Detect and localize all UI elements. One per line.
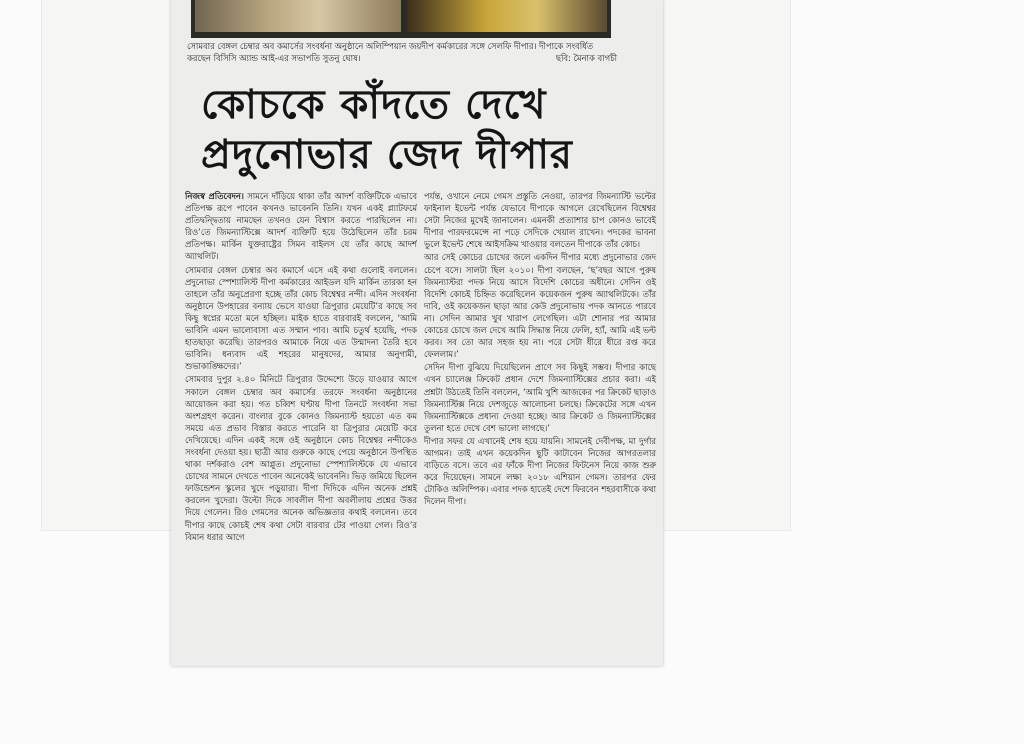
article-paragraph: পর্যন্ত, ওখানে নেমে গেমস প্রস্তুতি নেওয়া, তারপর জিমন্যাস্টি ভল্টের ফাইনাল ইভেন্ট পর্যন্ত যেভাবে দীপাকে আগলে রেখেছিলেন বিশ্বেশ্বর সেটা নিজের মুখেই জানালেন। এমনকী প্রত্যাশার চাপ কোনও ভাবেই দীপার পারফরমেন্সে না পড়ে সেদিকে খেয়াল রাখেন। পদকের ভাবনা ভুলে ইভেন্ট শেষে আইসক্রিম খাওয়ার বলতেন দীপাকে তাঁর কোচ। [424, 191, 656, 250]
photo-strip [191, 0, 611, 38]
article-paragraph: সোমবার দুপুর ২.৪০ মিনিটে ত্রিপুরার উদ্দেশ্যে উড়ে যাওয়ার আগে সকালে বেঙ্গল চেম্বার অব কমার্সের তরফে সংবর্ধনা অনুষ্ঠানের আয়োজন করা হয়। গত চব্বিশ ঘণ্টায় দীপা তিনটে সংবর্ধনা সভা অংশগ্রহণ করেন। বাংলার বুকে কোনও জিমন্যাস্ট হয়তো এত কম সময়ে এত প্রভাব বিস্তার করতে পারেনি যা ত্রিপুরার মেয়েটি করে দেখিয়েছে। এদিন একই সঙ্গে ওই অনুষ্ঠানে কোচ বিশ্বেশ্বর নন্দীকেও সংবর্ধনা দেওয়া হয়। ছাত্রী আর গুরুকে কাছে পেয়ে অনুষ্ঠানে উপস্থিত থাকা দর্শকরাও বেশ আপ্লুত। প্রদুনোভা স্পেশ্যালিস্টকে যে এভাবে চোখের সামনে দেখতে পাবেন অনেকেই ভাবেননি। ভিড় জমিয়ে ছিলেন ফাউন্ডেশন স্কুলের খুদে পড়ুয়ারা। দীপা দিদিকে এদিন অনেক প্রশ্নই করলেন খুদেরা। উল্টো দিকে সাবলীল দীপা অবলীলায় প্রশ্নের উত্তর দিয়ে গেলেন। রিও গেমসের অনেক অভিজ্ঞতার কথাই বললেন। তবে দীপার কাছে কোচই শেষ কথা সেটা বারবার টের পাওয়া গেল। রিও’র বিমান ধরার আগে [185, 374, 417, 542]
photo-left [195, 0, 401, 32]
photo-credit: ছবি: মৈনাক বাগচী [555, 53, 617, 63]
headline-line-2: প্রদুনোভার জেদ দীপার [201, 131, 573, 178]
article-paragraph: আর সেই কোচের চোখের জলে একদিন দীপার মধ্যে প্রদুনোভার জেদ চেপে বসে। সালটা ছিল ২০১০। দীপা বলছেন, ‘ছ’বছর আগে পুরুষ জিমন্যাস্টরা পদক নিয়ে আসে বিদেশি কোচের অধীনে। সেদিন ওই বিদেশি কোচই চিহ্নিত করেছিলেন কয়েকজন পুরুষ অ্যাথলিটকে। তাঁর দাবি, ওই কয়েকজন ছাড়া আর কেউ প্রদুনোভায় পদক আনতে পারবে না। সেদিন আমার খুব খারাপ লেগেছিল। এটা শোনার পর আমার কোচের চোখে জল দেখে আমি সিদ্ধান্ত নিয়ে ফেলি, হ্যাঁ, আমি এই ভল্ট করব। সব তো আর সহজ হয় না। পরে সেটা ধীরে ধীরে রপ্ত করে ফেললাম।’ [424, 252, 656, 360]
article-paragraph: সোমবার বেঙ্গল চেম্বার অব কমার্সে এসে এই কথা গুলোই বললেন। প্রদুনোভা স্পেশ্যালিস্ট দীপা কর্মকারের আইডল যদি মার্কিন তারকা হন তাহলে তাঁর অনুপ্রেরণা হচ্ছে তাঁর কোচ বিশ্বেশ্বর নন্দী। এদিন সংবর্ধনা অনুষ্ঠানে উপহারের বন্যায় ভেসে যাওয়া ত্রিপুরার মেয়েটি’র কাছে সব কিছু স্বপ্নের মতো মনে হচ্ছিল। মাইক হাতে বারবারই বললেন, ‘আমি ভাবিনি এমন ভালোবাসা এত সম্মান পাব। আমি চতুর্থ হয়েছি, পদক হাতছাড়া করেছি। তারপরও আমাকে নিয়ে এত উন্মাদনা তৈরি হবে ভাবিনি। ধন্যবাদ এই শহরের মানুষদের, আমার অনুগামী, শুভাকাঙ্ক্ষিদের।’ [185, 264, 417, 372]
article-paragraph [185, 190, 417, 263]
article-paragraph: সেদিন দীপা বুঝিয়ে দিয়েছিলেন প্রাণে সব কিছুই সম্ভব। দীপার কাছে এখন চ্যালেঞ্জ ক্রিকেট প্রধান দেশে জিমন্যাস্টিক্সের প্রচার করা। এই প্রশ্নটা উঠতেই তিনি বললেন, ‘আমি খুশি আজকের পর ক্রিকেট ছাড়াও জিমন্যাস্টিক্স নিয়ে দেশজুড়ে আলোচনা চলছে। ক্রিকেটের সঙ্গে এখন জিমন্যাস্টিক্সকে প্রধান্য দেওয়া হচ্ছে। আর ক্রিকেট ও জিমন্যাস্টিক্সের তুলনা হতে দেখে বেশ ভালো লাগছে।’ [424, 362, 656, 433]
newspaper-clipping [171, 0, 663, 666]
headline-line-1: কোচকে কাঁদতে দেখে [201, 81, 547, 128]
article-paragraph: দীপার সফর যে এখানেই শেষ হয়ে যায়নি। সামনেই দেবীপক্ষ, মা দুর্গার আগমন। তাই এখন কয়েকদিন ছুটি কাটাবেন নিজের আগরতলার বাড়িতে বসে। তবে এর ফাঁকে দীপা নিজের ফিটনেস নিয়ে কাজ শুরু করে দিয়েছেন। সামনে লক্ষ্য ২০১৮ এশিয়ান গেমস। তারপর ফের টোকিও অলিম্পিক। এবার পদক হাতেই দেশে ফিরবেন শহরবাসীকে কথা দিলেন দীপা। [424, 435, 656, 507]
photo-right [407, 0, 607, 32]
photo-caption [187, 40, 617, 64]
article-paragraph-text: সামনে দাঁড়িয়ে থাকা তাঁর আদর্শ ব্যক্তিটিকে এভাবে প্রতিপক্ষ রূপে পাবেন কখনও ভাবেননি তিনি। যখন একই প্ল্যাটফর্মে প্রতিদ্বন্দ্বিতায় নামছেন তখনও যেন বিশ্বাস করতে পারছিলেন না। রিও’তে জিমন্যাস্টিক্সে আদর্শ ব্যক্তিটি হয়ে উঠেছিলেন তাঁর চরম প্রতিপক্ষ। মার্কিন যুক্তরাষ্ট্রের সিমন বাইলস যে তাঁর কাছে আদর্শ অ্যাথলিট। [185, 191, 417, 262]
photo-caption-text: সোমবার বেঙ্গল চেম্বার অব কমার্সের সংবর্ধনা অনুষ্ঠানে অলিম্পিয়ান জয়দীপ কর্মকারের সঙ্গে সেলফি দীপার। দীপাকে সংবর্ধিত করছেন বিসিসি অ্যান্ড আই-এর সভাপতি সুতনু ঘোষ। [187, 41, 594, 63]
headline [201, 80, 621, 180]
article-column-left [185, 190, 417, 660]
article-column-right [424, 190, 656, 662]
byline: নিজস্ব প্রতিবেদন। [185, 191, 244, 201]
